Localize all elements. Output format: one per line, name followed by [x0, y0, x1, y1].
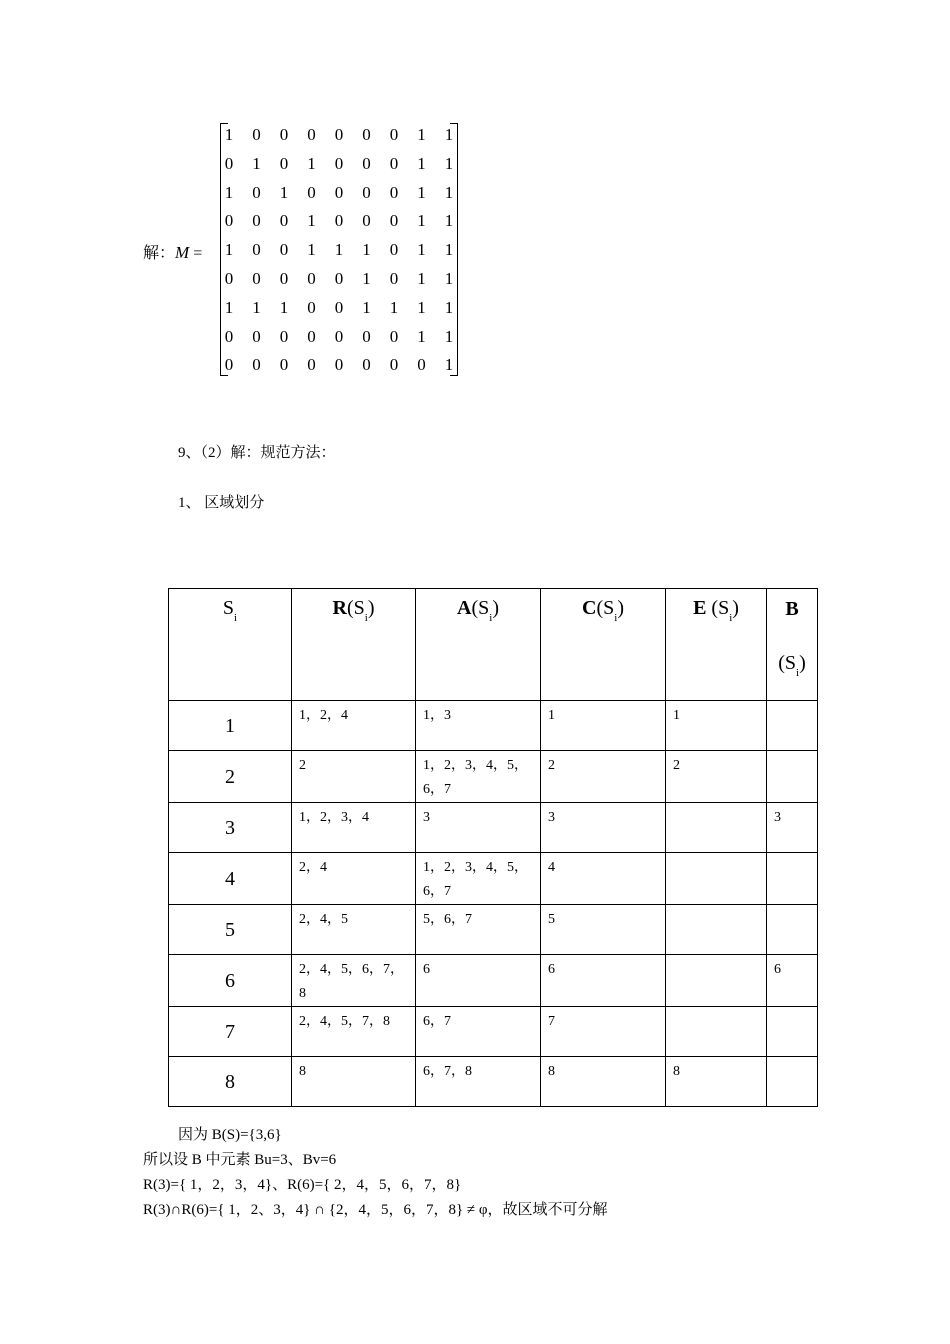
cell-e — [666, 701, 767, 751]
cell-a — [416, 955, 541, 1007]
cell-r — [292, 853, 416, 905]
matrix-cell: 0 — [252, 182, 261, 202]
matrix-cell: 1 — [307, 240, 316, 260]
matrix-cell: 0 — [389, 269, 399, 288]
cell-s: 8 — [169, 1057, 292, 1107]
header-a: $A(S_i)$ — [416, 589, 541, 701]
cell-text: 2 — [299, 758, 306, 773]
matrix-cell: 0 — [417, 355, 426, 375]
matrix-cell: 0 — [389, 125, 399, 144]
cell-text: 2，4，5，7，8 — [299, 1014, 390, 1029]
cell-r — [292, 701, 416, 751]
header-r: $R(S_i)$ — [292, 589, 416, 701]
cell-text: 1，2，4 — [299, 708, 348, 723]
cell-text: 6 — [548, 962, 555, 977]
conclusion-line-3: R(3)={ 1，2，3，4}、R(6)={ 2，4，5，6，7，8} — [143, 1177, 462, 1193]
cell-text: 1，2，3，4，5，6，7 — [423, 758, 528, 797]
cell-c — [541, 701, 666, 751]
cell-text — [767, 701, 817, 704]
cell-text: 2 — [548, 758, 555, 773]
cell-s: 3 — [169, 803, 292, 853]
matrix-cell: 0 — [389, 153, 399, 173]
matrix-cell: 0 — [279, 211, 289, 231]
matrix-cell: 0 — [334, 297, 344, 317]
cell-c — [541, 751, 666, 803]
cell-text: 5 — [548, 912, 555, 927]
matrix-cell: 0 — [362, 211, 371, 231]
cell-text — [666, 905, 766, 908]
matrix-cell: 1 — [417, 182, 426, 202]
cell-e — [666, 853, 767, 905]
matrix-cell: 0 — [307, 297, 316, 317]
cell-r — [292, 905, 416, 955]
matrix-cell: 1 — [444, 211, 454, 231]
cell-e — [666, 905, 767, 955]
matrix-cell: 1 — [224, 297, 234, 317]
matrix-cell: 0 — [362, 326, 371, 346]
equals-sign: = — [193, 245, 203, 262]
matrix-cell: 0 — [224, 153, 234, 173]
matrix-cell: 0 — [334, 153, 344, 173]
cell-r — [292, 1007, 416, 1057]
matrix-cell: 1 — [417, 240, 426, 260]
matrix-grid — [220, 123, 458, 376]
matrix-cell: 0 — [362, 125, 371, 144]
matrix-cell: 1 — [362, 269, 371, 288]
cell-s: 2 — [169, 751, 292, 803]
conclusion-line-4: R(3)∩R(6)={ 1，2、3，4} ∩ {2，4，5，6，7，8} ≠ φ，故区域不可分解 — [143, 1202, 608, 1218]
matrix-cell: 0 — [224, 211, 234, 231]
cell-text — [767, 1057, 817, 1060]
cell-b — [767, 1057, 818, 1107]
matrix-cell: 1 — [444, 153, 454, 173]
table-row — [169, 1057, 818, 1107]
matrix-cell: 1 — [362, 297, 371, 317]
cell-text: 1，2，3，4 — [299, 810, 369, 825]
reachability-matrix — [220, 123, 458, 376]
matrix-cell: 1 — [389, 297, 399, 317]
cell-e — [666, 1007, 767, 1057]
cell-text: 6 — [423, 962, 430, 977]
cell-text — [666, 853, 766, 856]
cell-text: 1，2，3，4，5，6，7 — [423, 860, 528, 899]
cell-s: 5 — [169, 905, 292, 955]
matrix-cell: 1 — [279, 182, 289, 202]
conclusion-line-1: 因为 B(S)={3,6} — [178, 1127, 282, 1143]
cell-text: 1，3 — [423, 708, 451, 723]
cell-text — [767, 905, 817, 908]
matrix-cell: 1 — [224, 125, 234, 144]
matrix-cell: 0 — [252, 355, 261, 375]
matrix-symbol: M — [175, 243, 190, 262]
cell-b — [767, 853, 818, 905]
cell-text: 8 — [548, 1064, 555, 1079]
cell-c — [541, 1057, 666, 1107]
table-row — [169, 955, 818, 1007]
matrix-cell: 0 — [334, 269, 344, 288]
step-heading: 1、 区域划分 — [178, 495, 265, 511]
cell-text: 8 — [299, 1064, 306, 1079]
header-e: E $(S_i)$ — [666, 589, 767, 701]
matrix-cell: 1 — [224, 182, 234, 202]
table-row — [169, 853, 818, 905]
matrix-cell: 0 — [334, 326, 344, 346]
matrix-cell: 1 — [444, 269, 454, 288]
cell-s: 6 — [169, 955, 292, 1007]
cell-text: 8 — [673, 1064, 680, 1079]
matrix-cell: 0 — [307, 326, 316, 346]
cell-b — [767, 803, 818, 853]
table-row — [169, 1007, 818, 1057]
cell-c — [541, 1007, 666, 1057]
cell-e — [666, 751, 767, 803]
matrix-cell: 0 — [279, 269, 289, 288]
cell-r — [292, 1057, 416, 1107]
matrix-cell: 0 — [252, 269, 261, 288]
matrix-cell: 1 — [417, 125, 426, 144]
matrix-cell: 0 — [307, 182, 316, 202]
header-c: $C(S_i)$ — [541, 589, 666, 701]
matrix-cell: 1 — [307, 211, 316, 231]
matrix-cell: 1 — [252, 153, 261, 173]
cell-text: 5，6，7 — [423, 912, 472, 927]
header-s: $S_i$ — [169, 589, 292, 701]
cell-b — [767, 955, 818, 1007]
cell-text — [666, 1007, 766, 1010]
cell-r — [292, 803, 416, 853]
cell-b — [767, 1007, 818, 1057]
matrix-cell: 0 — [224, 269, 234, 288]
matrix-cell: 0 — [279, 240, 289, 260]
table-row — [169, 701, 818, 751]
matrix-cell: 1 — [417, 326, 426, 346]
cell-text: 3 — [548, 810, 555, 825]
cell-text: 4 — [548, 860, 555, 875]
cell-text: 7 — [548, 1014, 555, 1029]
matrix-cell: 1 — [362, 240, 371, 260]
cell-a — [416, 905, 541, 955]
cell-e — [666, 955, 767, 1007]
matrix-cell: 1 — [279, 297, 289, 317]
cell-a — [416, 701, 541, 751]
matrix-cell: 0 — [334, 211, 344, 231]
cell-text — [767, 1007, 817, 1010]
matrix-cell: 0 — [279, 326, 289, 346]
matrix-cell: 0 — [252, 326, 261, 346]
table-body — [169, 701, 818, 1107]
solution-label: 解： — [143, 245, 176, 262]
cell-text: 2，4，5 — [299, 912, 348, 927]
matrix-cell: 1 — [444, 297, 454, 317]
cell-a — [416, 751, 541, 803]
matrix-label — [143, 240, 202, 263]
table-row — [169, 905, 818, 955]
matrix-cell: 0 — [224, 355, 234, 375]
matrix-cell: 1 — [417, 297, 426, 317]
matrix-cell: 0 — [224, 326, 234, 346]
matrix-cell: 0 — [252, 211, 261, 231]
matrix-cell: 1 — [444, 182, 454, 202]
matrix-cell: 1 — [334, 240, 344, 260]
cell-a — [416, 1007, 541, 1057]
region-partition-table — [168, 588, 818, 1107]
matrix-cell: 0 — [389, 240, 399, 260]
method-heading: 9、（2）解：规范方法： — [178, 445, 336, 461]
matrix-cell: 0 — [362, 355, 371, 375]
cell-text — [767, 853, 817, 856]
cell-c — [541, 853, 666, 905]
cell-a — [416, 803, 541, 853]
cell-text — [666, 955, 766, 958]
matrix-cell: 0 — [307, 269, 316, 288]
header-b: B $(S_i)$ — [767, 589, 818, 701]
table-row — [169, 803, 818, 853]
matrix-cell: 0 — [279, 153, 289, 173]
cell-text: 2，4 — [299, 860, 327, 875]
matrix-cell: 0 — [334, 182, 344, 202]
conclusion-line-2: 所以设 B 中元素 Bu=3、Bv=6 — [143, 1152, 337, 1168]
cell-r — [292, 955, 416, 1007]
cell-b — [767, 905, 818, 955]
cell-c — [541, 955, 666, 1007]
cell-text: 2，4，5，6，7，8 — [299, 962, 404, 1001]
table-row — [169, 751, 818, 803]
matrix-cell: 1 — [417, 211, 426, 231]
cell-b — [767, 751, 818, 803]
cell-s: 1 — [169, 701, 292, 751]
matrix-cell: 0 — [307, 355, 316, 375]
cell-e — [666, 1057, 767, 1107]
cell-text: 1 — [673, 708, 680, 723]
cell-r — [292, 751, 416, 803]
cell-c — [541, 803, 666, 853]
cell-s: 4 — [169, 853, 292, 905]
cell-e — [666, 803, 767, 853]
cell-text: 6 — [774, 962, 781, 977]
cell-text: 6，7 — [423, 1014, 451, 1029]
matrix-cell: 1 — [444, 125, 454, 144]
cell-s: 7 — [169, 1007, 292, 1057]
matrix-cell: 0 — [389, 211, 399, 231]
cell-text: 3 — [423, 810, 430, 825]
cell-a — [416, 853, 541, 905]
cell-text — [666, 803, 766, 806]
cell-c — [541, 905, 666, 955]
matrix-cell: 1 — [417, 269, 426, 288]
cell-text: 2 — [673, 758, 680, 773]
matrix-cell: 1 — [252, 297, 261, 317]
matrix-cell: 0 — [307, 125, 316, 144]
matrix-cell: 0 — [362, 153, 371, 173]
matrix-cell: 0 — [389, 355, 399, 375]
matrix-cell: 1 — [224, 240, 234, 260]
matrix-cell: 0 — [389, 326, 399, 346]
matrix-cell: 0 — [252, 240, 261, 260]
cell-text: 6，7，8 — [423, 1064, 472, 1079]
matrix-cell: 1 — [307, 153, 316, 173]
matrix-cell: 1 — [444, 326, 454, 346]
cell-text: 1 — [548, 708, 555, 723]
matrix-cell: 0 — [279, 125, 289, 144]
cell-text — [767, 751, 817, 754]
matrix-cell: 0 — [362, 182, 371, 202]
matrix-cell: 1 — [417, 153, 426, 173]
matrix-cell: 0 — [252, 125, 261, 144]
matrix-cell: 0 — [279, 355, 289, 375]
table-header-row — [169, 589, 818, 701]
cell-b — [767, 701, 818, 751]
cell-a — [416, 1057, 541, 1107]
cell-text: 3 — [774, 810, 781, 825]
matrix-cell: 0 — [389, 182, 399, 202]
matrix-cell: 0 — [334, 355, 344, 375]
matrix-cell: 0 — [334, 125, 344, 144]
matrix-cell: 1 — [444, 240, 454, 260]
matrix-cell: 1 — [444, 355, 454, 375]
